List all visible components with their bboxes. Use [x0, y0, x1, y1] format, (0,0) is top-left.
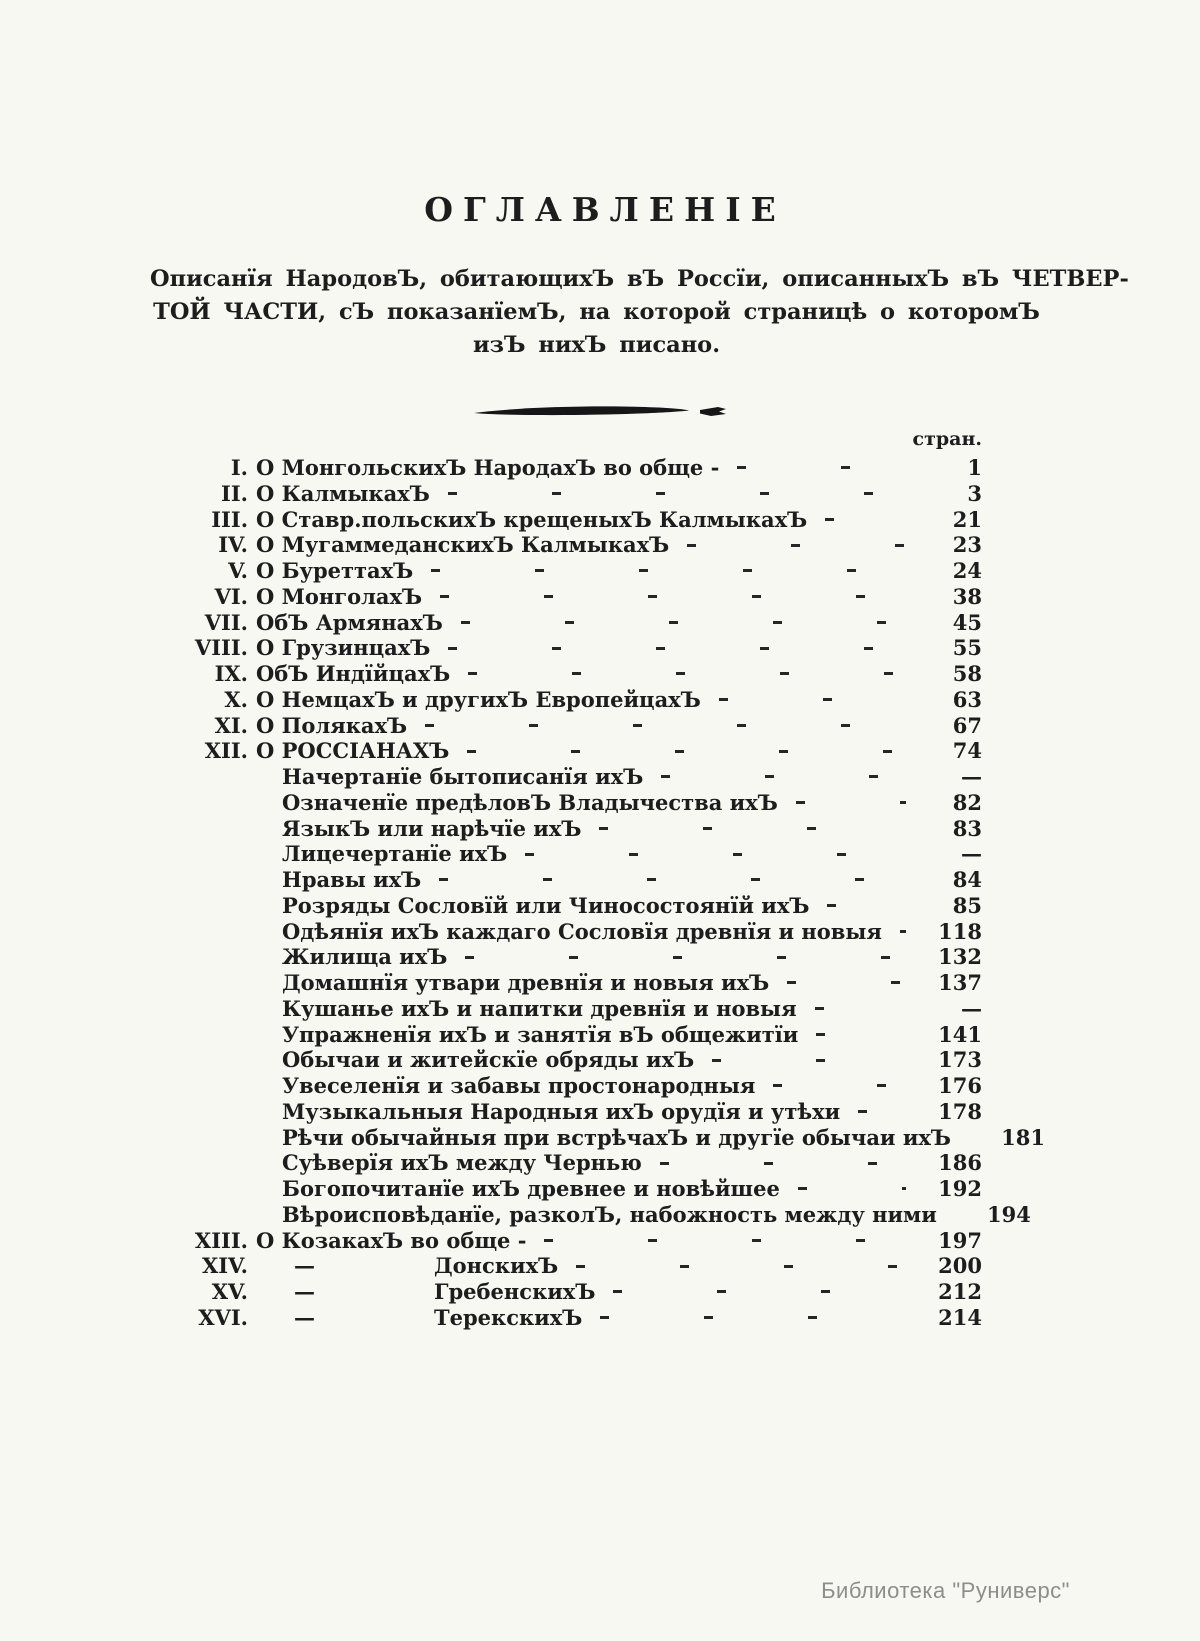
- toc-row: [150, 1201, 1031, 1228]
- toc-row: [150, 661, 982, 687]
- toc-row: [150, 1279, 982, 1305]
- toc-roman-numeral: XVI.: [198, 1304, 248, 1330]
- toc-entry-title: Нравы ихЪ: [282, 867, 422, 892]
- toc-row: [150, 944, 982, 970]
- toc-entry-title: О МугаммеданскихЪ КалмыкахЪ: [256, 532, 670, 558]
- toc-row: [150, 481, 982, 507]
- dot-leader: [465, 956, 906, 959]
- toc-page-number: 197: [938, 1227, 982, 1253]
- dot-leader: [661, 775, 906, 778]
- toc-page-number: 84: [952, 867, 982, 892]
- toc-page-number: 118: [938, 918, 982, 944]
- toc-roman-numeral: VI.: [214, 583, 248, 609]
- toc-row: [150, 1228, 982, 1254]
- dot-leader: [900, 930, 906, 933]
- toc-row: [150, 790, 982, 816]
- toc-roman-numeral: VII.: [204, 609, 248, 635]
- toc-row: [150, 1150, 982, 1176]
- page-title: ОГЛАВЛЕНІЕ: [424, 190, 786, 229]
- subtitle-line: ТОЙ ЧАСТИ, сЪ показанїемЪ, на которой страницѣ о которомЪ: [153, 299, 1040, 325]
- toc-roman-numeral: V.: [228, 558, 248, 583]
- toc-row: [150, 1253, 982, 1279]
- toc-page-number: 58: [952, 661, 982, 686]
- dot-leader: [773, 1084, 906, 1087]
- toc-entry-title: О Ставр.польскихЪ крещеныхЪ КалмыкахЪ: [256, 506, 808, 532]
- toc-entry-title: Жилища ихЪ: [282, 944, 448, 970]
- dot-leader: [599, 827, 906, 830]
- dot-leader: [858, 1110, 906, 1113]
- toc-roman-numeral: XI.: [214, 712, 248, 738]
- toc-page-number: 200: [938, 1253, 982, 1279]
- ditto-dash: —: [294, 1304, 315, 1330]
- toc-page-number: 83: [952, 815, 982, 841]
- dot-leader: [816, 1033, 906, 1036]
- toc-page-number: 176: [938, 1073, 982, 1098]
- toc-row: [150, 610, 982, 636]
- toc-page-number: —: [961, 764, 982, 789]
- toc-row: [150, 713, 982, 739]
- dot-leader: [796, 801, 906, 804]
- toc-page-number: 194: [987, 1201, 1031, 1227]
- toc-entry-title: О КозакахЪ во обще -: [256, 1227, 527, 1253]
- dot-leader: [719, 698, 906, 701]
- toc-page-number: 173: [938, 1047, 982, 1073]
- toc-row: [150, 867, 982, 893]
- toc-page-number: 63: [952, 686, 982, 712]
- toc-page-number: 178: [938, 1098, 982, 1124]
- toc-row: [150, 1022, 982, 1048]
- dot-leader: [687, 544, 906, 547]
- toc-entry-title: О ГрузинцахЪ: [256, 635, 431, 661]
- toc-row: [150, 816, 982, 842]
- toc-roman-numeral: VIII.: [194, 635, 248, 661]
- toc-page-number: 24: [952, 558, 982, 583]
- toc-row: [150, 919, 982, 945]
- subtitle-line: изЪ нихЪ писано.: [472, 332, 721, 358]
- toc-page-number: 132: [938, 944, 982, 970]
- toc-entry-title: Домашнїя утвари древнїя и новыя ихЪ: [282, 970, 770, 995]
- toc-row: [150, 1047, 982, 1073]
- toc-roman-numeral: IV.: [218, 532, 248, 558]
- toc-entry-title: ГребенскихЪ: [434, 1279, 596, 1304]
- toc-page-number: —: [961, 841, 982, 867]
- dot-leader: [613, 1290, 906, 1293]
- toc-entry-title: Увеселенїя и забавы простонародныя: [282, 1073, 756, 1098]
- toc-page-number: 55: [952, 635, 982, 661]
- toc-page-number: 141: [938, 1021, 982, 1047]
- toc-entry-title: Кушанье ихЪ и напитки древнїя и новыя: [282, 995, 797, 1021]
- toc-page-number: 38: [952, 583, 982, 609]
- toc-page-number: 181: [1001, 1124, 1045, 1150]
- toc-row: [150, 532, 982, 558]
- dot-leader: [448, 492, 906, 495]
- table-of-contents: [150, 455, 1045, 1331]
- toc-roman-numeral: I.: [230, 455, 248, 480]
- dot-leader: [825, 518, 906, 521]
- toc-entry-title: О НемцахЪ и другихЪ ЕвропейцахЪ: [256, 686, 701, 712]
- toc-entry-title: Рѣчи обычайныя при встрѣчахЪ и другїе обычаи ихЪ: [282, 1124, 951, 1150]
- dot-leader: [798, 1187, 906, 1190]
- dot-leader: [600, 1316, 906, 1319]
- toc-entry-title: Начертанїе бытописанїя ихЪ: [282, 764, 644, 789]
- toc-page-number: 3: [967, 480, 982, 506]
- toc-page-number: 192: [938, 1176, 982, 1201]
- toc-row: [150, 841, 982, 867]
- toc-entry-title: ОбЪ АрмянахЪ: [256, 609, 443, 635]
- dot-leader: [525, 853, 906, 856]
- toc-page-number: 45: [952, 609, 982, 635]
- toc-entry-title: Розряды Сословїй или Чиносостоянїй ихЪ: [282, 892, 810, 918]
- toc-entry-title: Лицечертанїе ихЪ: [282, 841, 508, 867]
- toc-page-number: 82: [952, 789, 982, 815]
- toc-entry-title: Вѣроисповѣданїе, разколЪ, набожность между ними: [282, 1201, 937, 1227]
- toc-entry-title: ТерекскихЪ: [434, 1304, 583, 1330]
- toc-entry-title: Означенїе предѣловЪ Владычества ихЪ: [282, 789, 778, 815]
- toc-entry-title: О ПолякахЪ: [256, 712, 408, 738]
- toc-page-number: 23: [952, 532, 982, 558]
- toc-entry-title: Богопочитанїе ихЪ древнее и новѣйшее: [282, 1176, 780, 1201]
- toc-roman-numeral: XIII.: [194, 1227, 248, 1253]
- toc-roman-numeral: III.: [211, 506, 248, 532]
- toc-row: [150, 635, 982, 661]
- toc-page-number: 137: [938, 970, 982, 995]
- toc-roman-numeral: XV.: [211, 1279, 248, 1304]
- toc-row: [150, 996, 982, 1022]
- toc-roman-numeral: X.: [224, 686, 248, 712]
- toc-row: [150, 1305, 982, 1331]
- toc-row: [150, 738, 982, 764]
- toc-row: [150, 1176, 982, 1202]
- toc-entry-title: О МонголахЪ: [256, 583, 423, 609]
- ditto-dash: —: [294, 1279, 315, 1304]
- toc-row: [150, 455, 982, 481]
- toc-roman-numeral: II.: [221, 480, 248, 506]
- dot-leader: [660, 1162, 906, 1165]
- toc-entry-title: Суѣверїя ихЪ между Чернью: [282, 1150, 642, 1176]
- toc-row: [150, 1099, 982, 1125]
- toc-row: [150, 1073, 982, 1099]
- toc-entry-title: О КалмыкахЪ: [256, 480, 430, 506]
- subtitle-line: Описанїя НародовЪ, обитающихЪ вЪ Россїи, описанныхЪ вЪ ЧЕТВЕР-: [150, 266, 1129, 292]
- ditto-dash: —: [294, 1253, 315, 1279]
- dot-leader: [712, 1059, 906, 1062]
- toc-entry-title: Одѣянїя ихЪ каждаго Сословїя древнїя и новыя: [282, 918, 882, 944]
- toc-page-number: 21: [952, 506, 982, 532]
- toc-entry-title: О РОССІАНАХЪ: [256, 738, 450, 764]
- dot-leader: [467, 750, 906, 753]
- dot-leader: [440, 595, 906, 598]
- toc-row: [150, 687, 982, 713]
- toc-entry-title: ЯзыкЪ или нарѣчїе ихЪ: [282, 815, 582, 841]
- dot-leader: [439, 878, 906, 881]
- toc-page-number: 212: [938, 1279, 982, 1304]
- toc-page-number: 1: [967, 455, 982, 480]
- dot-leader: [461, 621, 906, 624]
- toc-row: [150, 584, 982, 610]
- dot-leader: [576, 1265, 906, 1268]
- toc-row: [150, 893, 982, 919]
- dot-leader: [468, 672, 906, 675]
- dot-leader: [544, 1239, 906, 1242]
- toc-page-number: —: [961, 995, 982, 1021]
- dot-leader: [431, 569, 906, 572]
- toc-entry-title: Обычаи и житейскїе обряды ихЪ: [282, 1047, 695, 1073]
- toc-roman-numeral: IX.: [214, 661, 248, 686]
- toc-roman-numeral: XII.: [204, 738, 248, 764]
- dot-leader: [827, 904, 906, 907]
- toc-row: [150, 507, 982, 533]
- toc-entry-title: ДонскихЪ: [434, 1253, 559, 1279]
- toc-entry-title: Упражненїя ихЪ и занятїя вЪ общежитїи: [282, 1021, 799, 1047]
- toc-row: [150, 764, 982, 790]
- toc-page-number: 67: [952, 712, 982, 738]
- toc-page-number: 85: [952, 892, 982, 918]
- section-divider: [472, 402, 734, 420]
- dot-leader: [448, 647, 906, 650]
- subtitle: [150, 263, 1129, 362]
- toc-entry-title: ОбЪ ИндїйцахЪ: [256, 661, 451, 686]
- watermark: Библиотека "Руниверс": [821, 1578, 1070, 1603]
- dot-leader: [815, 1007, 906, 1010]
- toc-page-number: 214: [938, 1304, 982, 1330]
- dot-leader: [425, 724, 906, 727]
- page-column-label: стран.: [912, 428, 982, 450]
- toc-roman-numeral: XIV.: [201, 1253, 248, 1279]
- dot-leader: [737, 466, 906, 469]
- toc-entry-title: Музыкальныя Народныя ихЪ орудїя и утѣхи: [282, 1098, 841, 1124]
- toc-row: [150, 558, 982, 584]
- toc-page-number: 74: [952, 738, 982, 764]
- toc-page-number: 186: [938, 1150, 982, 1176]
- dot-leader: [787, 981, 906, 984]
- toc-row: [150, 970, 982, 996]
- toc-entry-title: О МонгольскихЪ НародахЪ во обще -: [256, 455, 720, 480]
- toc-row: [150, 1124, 1045, 1151]
- toc-entry-title: О БуреттахЪ: [256, 558, 414, 583]
